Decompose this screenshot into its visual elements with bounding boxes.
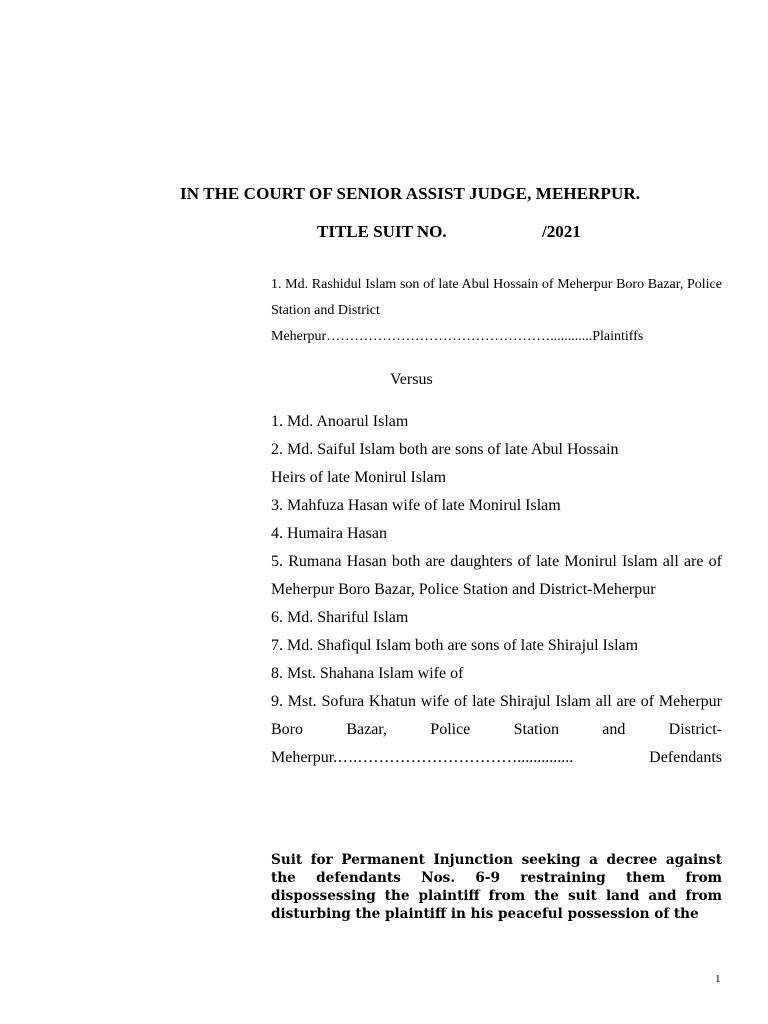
defendant-item: 5. Rumana Hasan both are daughters of late Monirul Islam all are of Meherpur Boro Bazar, Police Station and District-Meherpur (271, 553, 722, 598)
defendant-item: 4. Humaira Hasan (271, 525, 387, 542)
suit-description: Suit for Permanent Injunction seeking a decree against the defendants Nos. 6-9 restraining them from dispossessing the plaintiff from the suit land and from disturbing the plaintiff in his peaceful possession of the (271, 852, 722, 922)
defendant-item: 1. Md. Anoarul Islam (271, 413, 409, 430)
defendant-item: Heirs of late Monirul Islam (271, 469, 447, 486)
court-heading: IN THE COURT OF SENIOR ASSIST JUDGE, MEHERPUR. (180, 184, 641, 203)
versus-label: Versus (390, 371, 433, 388)
defendant-item: Meherpur.….………………………….............. Defendants (271, 749, 722, 766)
title-suit-label: TITLE SUIT NO. (317, 222, 447, 241)
title-suit-number (317, 222, 581, 242)
defendants-list (271, 408, 722, 772)
defendant-item: 2. Md. Saiful Islam both are sons of late Abul Hossain (271, 441, 619, 458)
title-suit-year: /2021 (542, 222, 581, 241)
defendant-item: 9. Mst. Sofura Khatun wife of late Shirajul Islam all are of Meherpur Boro Bazar, Police Station and District- (271, 693, 722, 738)
defendant-item: 3. Mahfuza Hasan wife of late Monirul Islam (271, 497, 561, 514)
defendant-item: 8. Mst. Shahana Islam wife of (271, 665, 464, 682)
plaintiff-block (271, 272, 722, 350)
defendant-item: 6. Md. Shariful Islam (271, 609, 409, 626)
plaintiff-suffix: Meherpur…………………………………………............Plaintiffs (271, 329, 644, 344)
plaintiff-text: 1. Md. Rashidul Islam son of late Abul Hossain of Meherpur Boro Bazar, Police Station and District (271, 277, 722, 318)
page-number: 1 (715, 973, 721, 985)
defendant-item: 7. Md. Shafiqul Islam both are sons of late Shirajul Islam (271, 637, 639, 654)
